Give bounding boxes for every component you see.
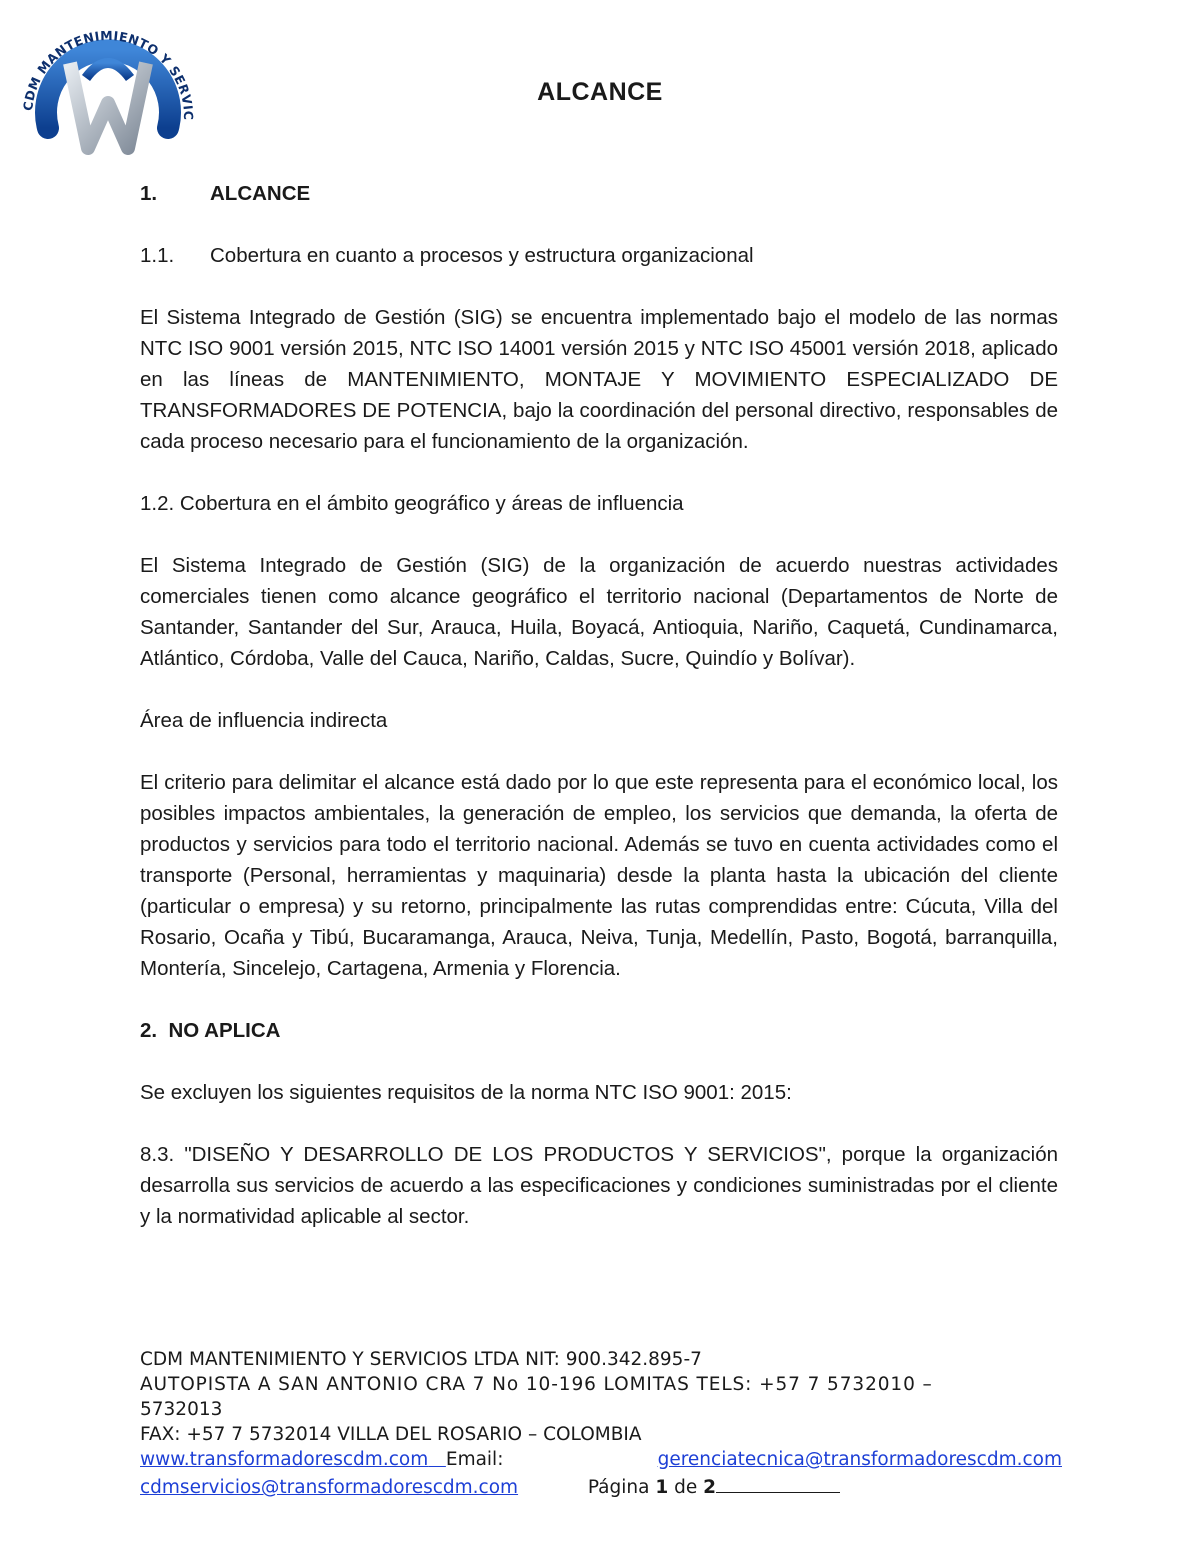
footer-fax: FAX: +57 7 5732014 VILLA DEL ROSARIO – COLOMBIA: [140, 1424, 642, 1445]
section-1-title: ALCANCE: [210, 182, 311, 205]
footer-address-text: AUTOPISTA A SAN ANTONIO CRA 7 No 10-196 LOMITAS TELS: +57 7 5732010 –: [140, 1374, 933, 1395]
subsection-1-1-heading: [140, 240, 1058, 271]
exclusion-intro: Se excluyen los siguientes requisitos de la norma NTC ISO 9001: 2015:: [140, 1081, 792, 1104]
footer-contacts: [140, 1447, 1062, 1472]
section-1-heading: [140, 178, 1058, 209]
email-link-servicios[interactable]: cdmservicios@transformadorescdm.com: [140, 1477, 519, 1498]
section-1-number: 1.: [140, 182, 158, 205]
exclusion-item: 8.3. "DISEÑO Y DESARROLLO DE LOS PRODUCTOS Y SERVICIOS", porque la organización desarrolla sus servicios de acuerdo a las especificaciones y condiciones suministradas por el cliente y la normatividad aplicable al sector.: [140, 1143, 1058, 1228]
page-title: ALCANCE: [537, 78, 663, 106]
subsection-1-1-title: Cobertura en cuanto a procesos y estructura organizacional: [210, 244, 754, 267]
footer-company: CDM MANTENIMIENTO Y SERVICIOS LTDA NIT: 900.342.895-7: [140, 1349, 702, 1370]
page-current: 1: [655, 1477, 669, 1498]
document-body: [140, 178, 1058, 1263]
website-link-trail[interactable]: [428, 1449, 446, 1470]
section-2-heading: 2. NO APLICA: [140, 1019, 281, 1042]
footer-email-page: [140, 1472, 1062, 1500]
subsection-1-2-heading: 1.2. Cobertura en el ámbito geográfico y áreas de influencia: [140, 492, 684, 515]
page-of: de: [674, 1477, 698, 1498]
email-link-gerencia[interactable]: gerenciatecnica@transformadorescdm.com: [657, 1449, 1062, 1470]
page-underline: [716, 1472, 840, 1493]
paragraph-processes: El Sistema Integrado de Gestión (SIG) se encuentra implementado bajo el modelo de las normas NTC ISO 9001 versión 2015, NTC ISO 14001 versión 2015 y NTC ISO 45001 versión 2018, aplicado en las líneas de MANTENIMIENTO, MONTAJE Y MOVIMIENTO ESPECIALIZADO DE TRANSFORMADORES DE POTENCIA, bajo la coordinación del personal directivo, responsables de cada proceso necesario para el funcionamiento de la organización.: [140, 306, 1058, 453]
footer-address-cont: 5732013: [140, 1399, 223, 1420]
paragraph-geographic: El Sistema Integrado de Gestión (SIG) de la organización de acuerdo nuestras actividades comerciales tienen como alcance geográfico el territorio nacional (Departamentos de Norte de Santander, Santander del Sur, Arauca, Huila, Boyacá, Antioquia, Nariño, Caquetá, Cundinamarca, Atlántico, Córdoba, Valle del Cauca, Nariño, Caldas, Sucre, Quindío y Bolívar).: [140, 554, 1058, 670]
website-link[interactable]: www.transformadorescdm.com: [140, 1449, 429, 1470]
logo-text: CDM MANTENIMIENTO Y SERVIC: [20, 27, 197, 121]
page-label: Página: [587, 1477, 650, 1498]
paragraph-influence: El criterio para delimitar el alcance está dado por lo que este representa para el económico local, los posibles impactos ambientales, la generación de empleo, los servicios que demanda, la oferta de productos y servicios para todo el territorio nacional. Además se tuvo en cuenta actividades como el transporte (Personal, herramientas y maquinaria) desde la planta hasta la ubicación del cliente (particular o empresa) y su retorno, principalmente las rutas comprendidas entre: Cúcuta, Villa del Rosario, Ocaña y Tibú, Bucaramanga, Arauca, Neiva, Tunja, Medellín, Pasto, Bogotá, barranquilla, Montería, Sincelejo, Cartagena, Armenia y Florencia.: [140, 771, 1058, 980]
footer-address: [140, 1372, 1062, 1397]
page-total: 2: [703, 1477, 716, 1498]
subsection-1-1-number: 1.1.: [140, 244, 175, 267]
page-footer: [140, 1347, 1062, 1500]
influence-heading: Área de influencia indirecta: [140, 709, 388, 732]
email-label: Email:: [445, 1449, 504, 1470]
